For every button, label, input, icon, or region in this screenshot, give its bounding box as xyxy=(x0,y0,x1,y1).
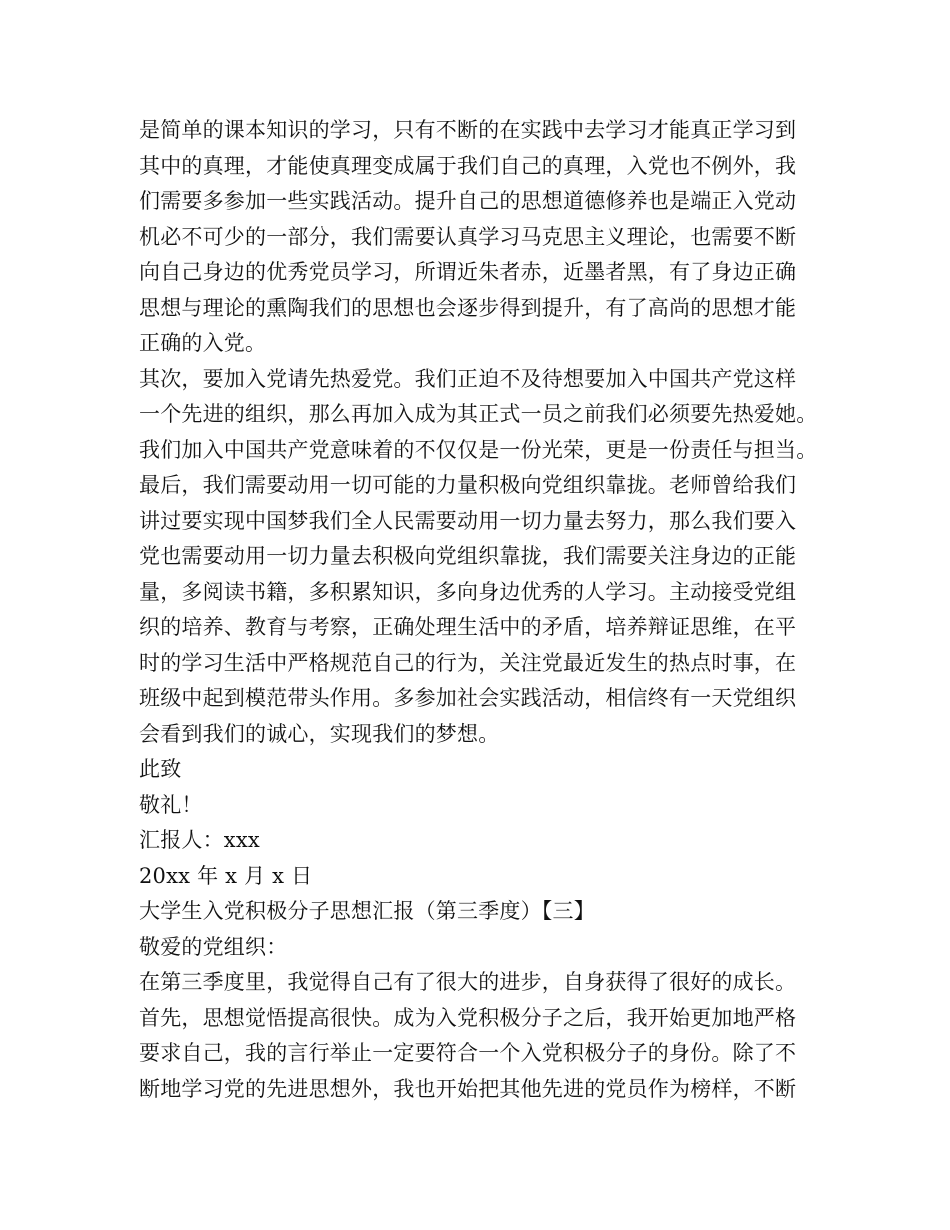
body-line: 班级中起到模范带头作用。多参加社会实践活动，相信终有一天党组织 xyxy=(139,686,797,710)
body-line: 一个先进的组织，那么再加入成为其正式一员之前我们必须要先热爱她。 xyxy=(139,402,818,426)
body-line: 会看到我们的诚心，实现我们的梦想。 xyxy=(139,721,500,746)
body-line: 机必不可少的一部分，我们需要认真学习马克思主义理论，也需要不断 xyxy=(139,224,797,249)
body-line: 们需要多参加一些实践活动。提升自己的思想道德修养也是端正入党动 xyxy=(139,189,797,213)
body-line: 党也需要动用一切力量去积极向党组织靠拢，我们需要关注身边的正能 xyxy=(139,544,797,568)
body-line: 首先，思想觉悟提高很快。成为入党积极分子之后，我开始更加地严格 xyxy=(139,1005,797,1030)
body-line: 思想与理论的熏陶我们的思想也会逐步得到提升，有了高尚的思想才能 xyxy=(139,295,797,320)
salutation-line: 敬礼！ xyxy=(139,792,203,817)
greeting-line: 敬爱的党组织： xyxy=(139,934,288,959)
document-body xyxy=(139,113,829,1107)
body-line: 其次，要加入党请先热爱党。我们正迫不及待想要加入中国共产党这样 xyxy=(139,366,797,391)
section-title: 大学生入党积极分子思想汇报（第三季度）【三】 xyxy=(139,899,595,923)
body-line: 讲过要实现中国梦我们全人民需要动用一切力量去努力，那么我们要入 xyxy=(139,508,797,533)
body-line: 时的学习生活中严格规范自己的行为，关注党最近发生的热点时事，在 xyxy=(139,650,797,675)
salutation-line: 此致 xyxy=(139,757,182,781)
body-line: 量，多阅读书籍，多积累知识，多向身边优秀的人学习。主动接受党组 xyxy=(139,579,797,604)
body-line: 织的培养、教育与考察，正确处理生活中的矛盾，培养辩证思维，在平 xyxy=(139,615,797,639)
body-line: 最后，我们需要动用一切可能的力量积极向党组织靠拢。老师曾给我们 xyxy=(139,473,797,497)
body-line: 正确的入党。 xyxy=(139,331,267,355)
body-line: 我们加入中国共产党意味着的不仅仅是一份光荣，更是一份责任与担当。 xyxy=(139,437,818,462)
body-line: 要求自己，我的言行举止一定要符合一个入党积极分子的身份。除了不 xyxy=(139,1041,797,1065)
signature-line: 汇报人：xxx xyxy=(139,828,260,852)
body-line: 其中的真理，才能使真理变成属于我们自己的真理，入党也不例外，我 xyxy=(139,153,797,178)
body-line: 是简单的课本知识的学习，只有不断的在实践中去学习才能真正学习到 xyxy=(139,118,797,142)
body-line: 向自己身边的优秀党员学习，所谓近朱者赤，近墨者黑，有了身边正确 xyxy=(139,260,797,284)
body-line: 断地学习党的先进思想外，我也开始把其他先进的党员作为榜样，不断 xyxy=(139,1076,797,1101)
body-line: 在第三季度里，我觉得自己有了很大的进步，自身获得了很好的成长。 xyxy=(139,970,797,994)
date-line: 20xx 年 x 月 x 日 xyxy=(139,863,313,888)
